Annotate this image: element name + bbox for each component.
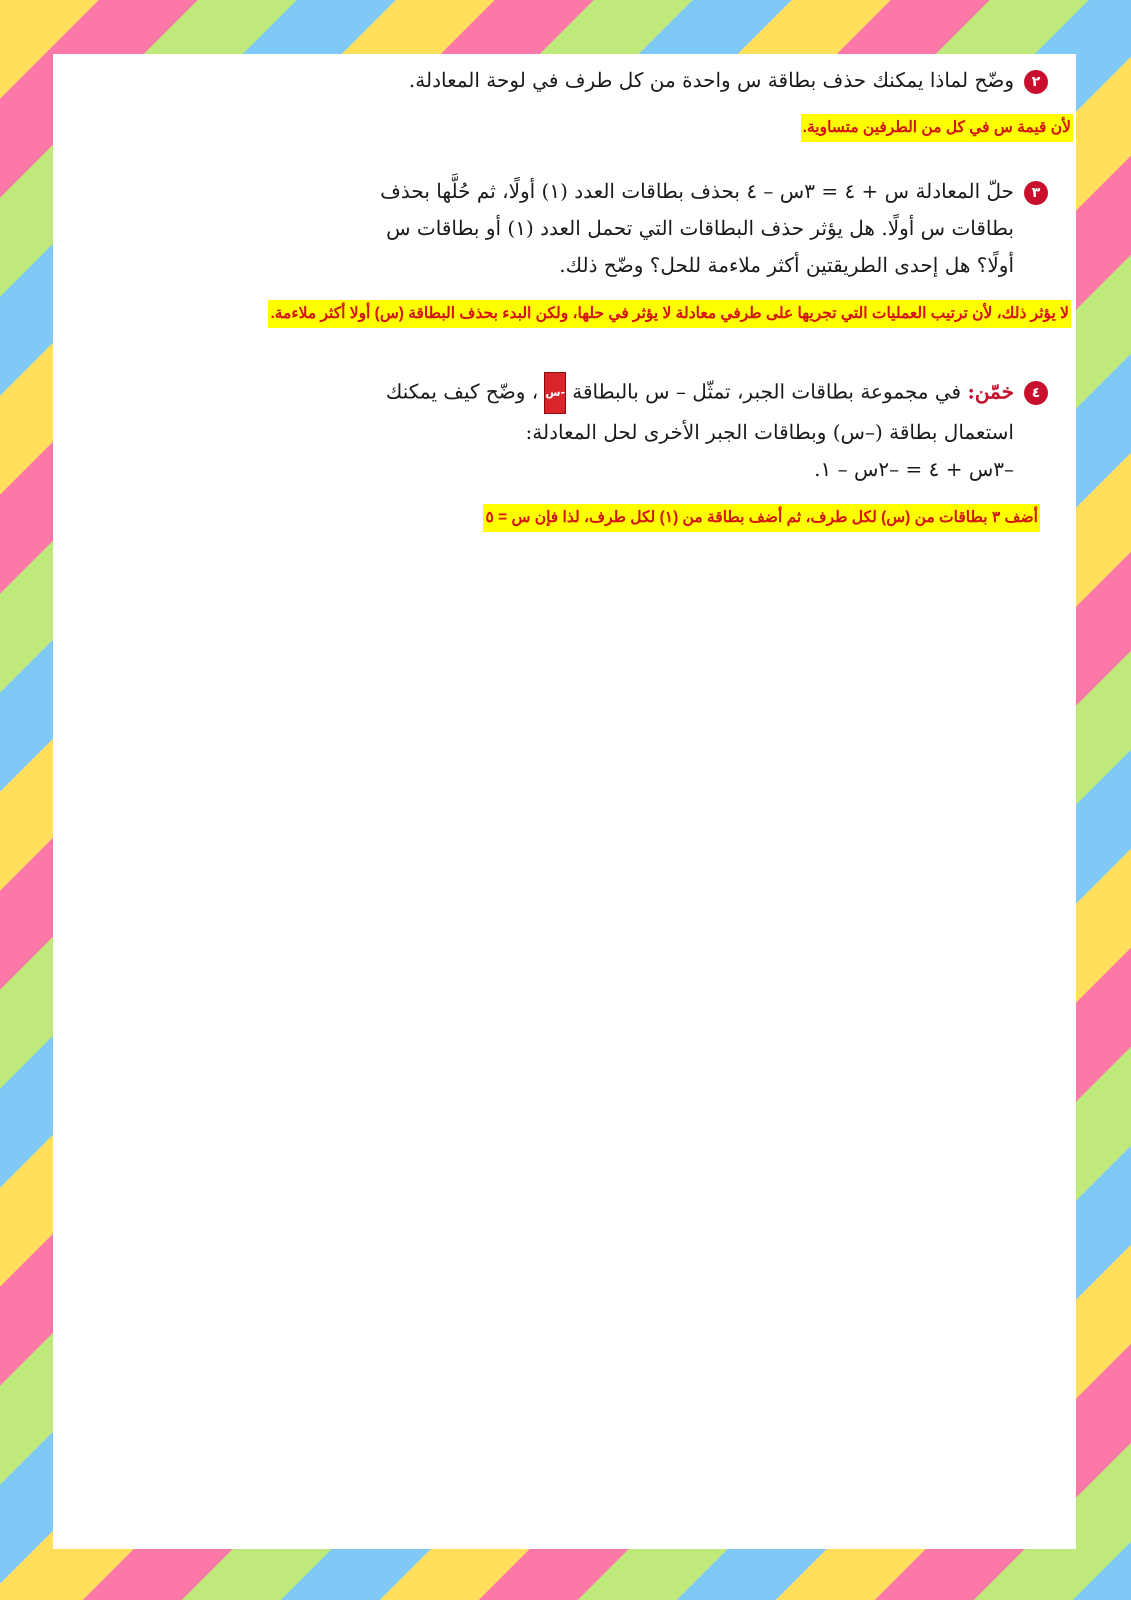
equation: –٣س + ٤ = –٢س – ١. [814,457,1014,481]
question-line-1-end: ، وضّح كيف يمكنك [385,379,539,404]
question-line-1-start: في مجموعة بطاقات الجبر، تمثّل – س بالبطاقة [572,379,962,404]
negative-x-card-icon: -س [544,372,566,414]
question-number-badge: ٤ [1024,381,1048,405]
question-number-badge: ٣ [1024,181,1048,205]
answer-q2: لأن قيمة س في كل من الطرفين متساوية. [801,114,1073,142]
question-line-2: استعمال بطاقة (–س) وبطاقات الجبر الأخرى لحل المعادلة: [525,420,1014,444]
question-line-3: أولًا؟ هل إحدى الطريقتين أكثر ملاءمة للحل؟ وضّح ذلك. [559,253,1014,277]
question-line-1: حلّ المعادلة س + ٤ = ٣س – ٤ بحذف بطاقات العدد (١) أولًا، ثم حُلَّها بحذف [380,179,1014,203]
answer-q3: لا يؤثر ذلك، لأن ترتيب العمليات التي تجريها على طرفي معادلة لا يؤثر في حلها، ولكن البدء بحذف البطاقة (س) أولا أكثر ملاءمة. [268,300,1071,328]
guess-label: خمّن: [967,379,1014,404]
question-3 [380,173,1048,284]
answer-q4: أضف ٣ بطاقات من (س) لكل طرف، ثم أضف بطاقة من (١) لكل طرف، لذا فإن س = ٥ [483,504,1040,532]
question-line-2: بطاقات س أولًا. هل يؤثر حذف البطاقات التي تحمل العدد (١) أو بطاقات س [386,216,1014,240]
question-2 [409,62,1048,99]
question-text: وضّح لماذا يمكنك حذف بطاقة س واحدة من كل طرف في لوحة المعادلة. [408,68,1014,92]
question-number-badge: ٢ [1024,70,1048,94]
worksheet-page [53,54,1076,1549]
question-4 [386,372,1048,488]
